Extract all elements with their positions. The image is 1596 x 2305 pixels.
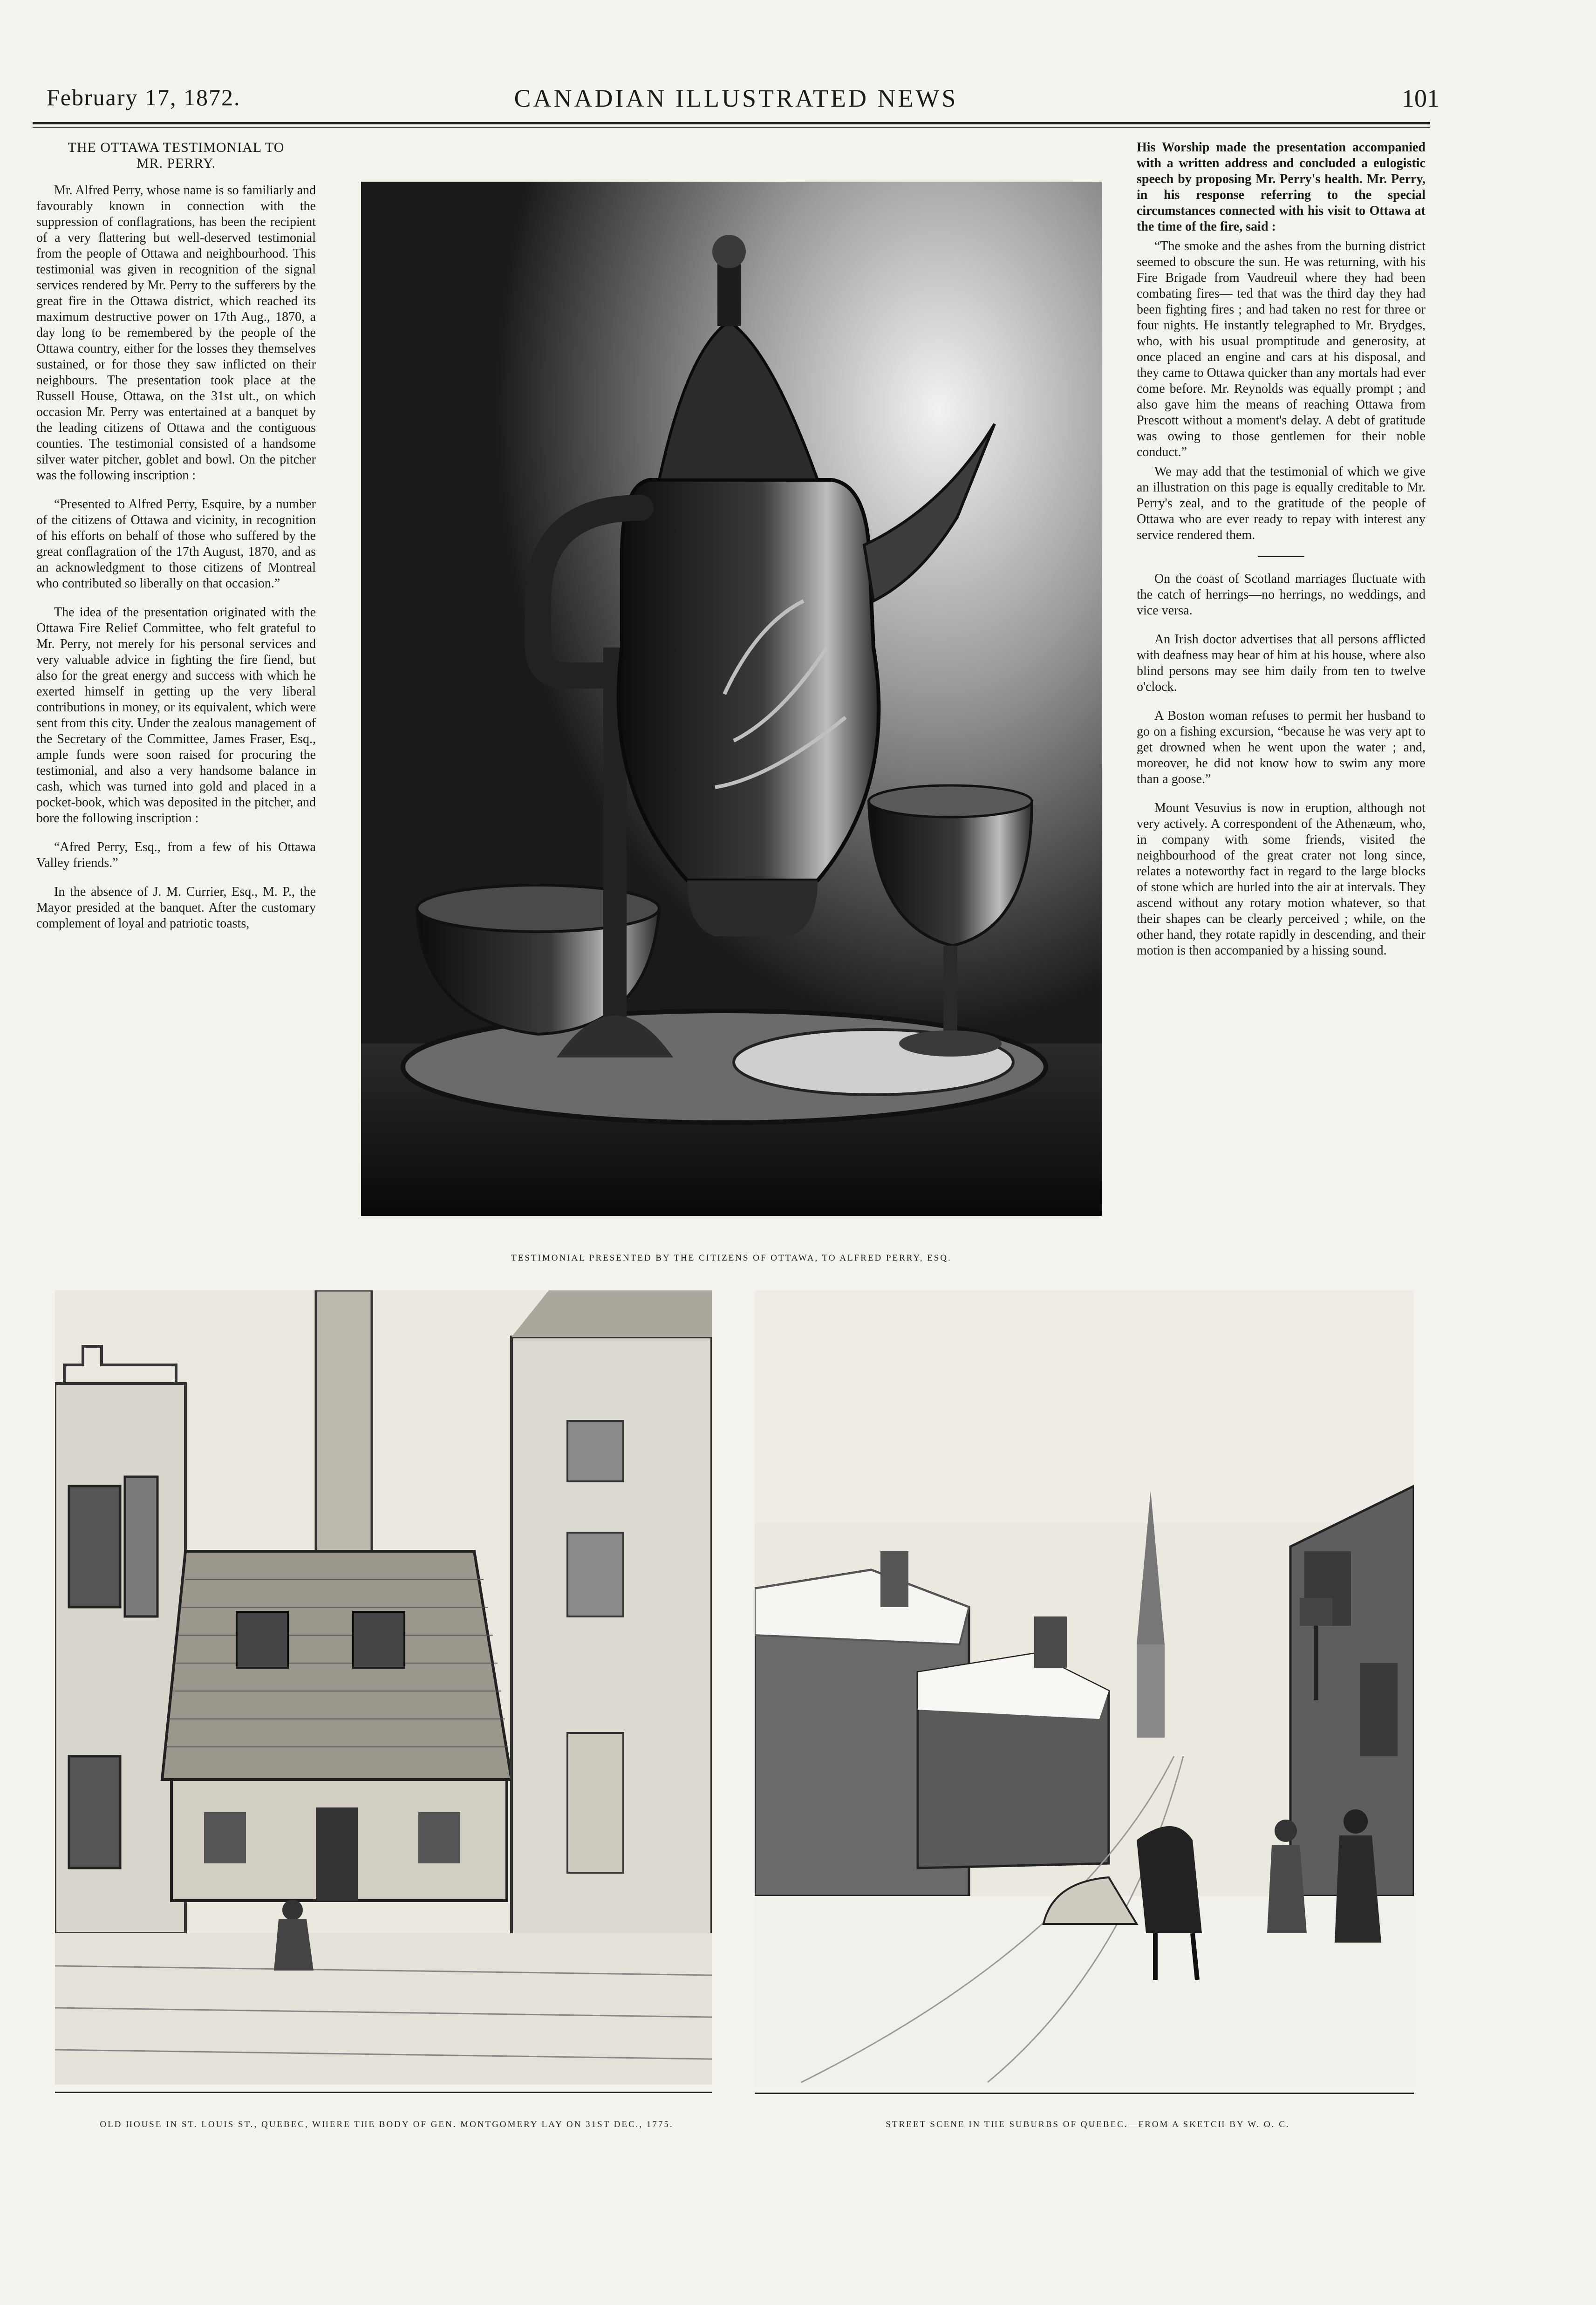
article-paragraph: Mr. Alfred Perry, whose name is so familiarly and favourably known in connection with the suppression of conflagrations, has been the recipient of a very flattering but well-deserved testimonial from the people of Ottawa and neighbourhood. This testimonial was given in recognition of the signal services rendered by Mr. Perry to the sufferers by the great fire in the Ottawa district, which reached its maximum destructive power on 17th Aug., 1870, a day long to be remembered by the people of the Ottawa country, either for the losses they themselves sustained, or for those they saw inflicted on their neighbours. The presentation took place at the Russell House, Ottawa, on the 31st ult., on which occasion Mr. Perry was entertained at a banquet by the leading citizens of Ottawa and the contiguous counties. The testimonial consisted of a handsome silver water pitcher, goblet and bowl. On the pitcher was the following inscription : xyxy=(36,183,316,483)
article-paragraph: His Worship made the presentation accompanied with a written address and concluded a eulogistic speech by proposing Mr. Perry's health. Mr. Perry, in his response referring to the special circumstances connected with his visit to Ottawa at the time of the fire, said : xyxy=(1137,140,1425,234)
article-paragraph: The idea of the presentation originated with the Ottawa Fire Relief Committee, who felt grateful to Mr. Perry, not merely for his personal services and very valuable advice in fighting the fire fiend, but also for the great energy and success with which he exerted himself in getting up the very liberal contributions in money, or its equivalent, which were sent from this city. Under the zealous management of the Secretary of the Committee, James Fraser, Esq., ample funds were soon raised for procuring the testimonial, and also a very handsome balance in cash, which was turned into gold and placed in a pocket-book, which was deposited in the pitcher, and bore the following inscription : xyxy=(36,605,316,825)
page-number: 101 xyxy=(1402,84,1439,112)
article-title-line2: MR. PERRY. xyxy=(136,156,216,171)
header-rule xyxy=(33,122,1430,124)
illustration-rule xyxy=(55,2092,712,2093)
street-scene-illustration xyxy=(755,1290,1414,2087)
issue-date: February 17, 1872. xyxy=(47,84,241,110)
article-speech-quote: “The smoke and the ashes from the burning district seemed to obscure the sun. He was returning, with his Fire Brigade from Vaudreuil where they had been combating fires— ted that was the third day they had been fighting fires ; and had taken no rest for three or four nights. He instantly telegraphed to Mr. Brydges, who, with his usual promptitude and generosity, at once placed an engine and cars at his disposal, and they came to Ottawa quicker than any mortals had ever come before. Mr. Reynolds was equally prompt ; and also gave him the means of reaching Ottawa from Prescott without a moment's delay. A debt of gratitude was owing to those gentlemen for their noble conduct.” xyxy=(1137,239,1425,459)
article-column-right xyxy=(1137,140,1425,972)
article-paragraph: We may add that the testimonial of which we give an illustration on this page is equally creditable to Mr. Perry's zeal, and to the gratitude of the people of Ottawa who are ever ready to repay with interest any service rendered them. xyxy=(1137,464,1425,542)
old-house-engraving-svg xyxy=(55,1290,712,2085)
street-scene-caption: STREET SCENE IN THE SUBURBS OF QUEBEC.—FROM A SKETCH BY W. O. C. xyxy=(886,2120,1290,2129)
article-inscription-quote: “Afred Perry, Esq., from a few of his Ottawa Valley friends.” xyxy=(36,840,316,870)
pitcher-engraving-svg xyxy=(361,182,1102,1216)
news-note: Mount Vesuvius is now in eruption, although not very actively. A correspondent of the Athenæum, who, in company with some friends, visited the neighbourhood of the great crater not long since, relates a noteworthy fact in regard to the large blocks of stone which are hurled into the air at intervals. They ascend without any rotary motion whatever, so that their shapes can be clearly perceived ; while, on the other hand, they rotate rapidly in descending, and their motion is then accompanied by a hissing sound. xyxy=(1137,801,1425,958)
illustration-rule xyxy=(755,2093,1414,2094)
article-title xyxy=(36,140,316,171)
article-column-left xyxy=(36,140,316,945)
section-divider xyxy=(1258,556,1304,557)
pitcher-caption: TESTIMONIAL PRESENTED BY THE CITIZENS OF OTTAWA, TO ALFRED PERRY, ESQ. xyxy=(511,1253,952,1263)
old-house-illustration xyxy=(55,1290,712,2085)
street-scene-engraving-svg xyxy=(755,1290,1414,2087)
pitcher-illustration xyxy=(361,182,1102,1216)
article-inscription-quote: “Presented to Alfred Perry, Esquire, by a number of the citizens of Ottawa and vicinity, in recognition of his efforts on behalf of those who suffered by the great conflagration of the 17th August, 1870, and as an acknowledgment to those citizens of Montreal who contributed so liberally on that occasion.” xyxy=(36,497,316,591)
old-house-caption: OLD HOUSE IN ST. LOUIS ST., QUEBEC, WHERE THE BODY OF GEN. MONTGOMERY LAY ON 31ST DEC., 1775. xyxy=(100,2120,674,2129)
masthead xyxy=(33,84,1439,126)
header-rule-thin xyxy=(33,127,1430,128)
news-note: A Boston woman refuses to permit her husband to go on a fishing excursion, “because he was very apt to get drowned when he went upon the water ; and, moreover, he did not know how to swim any more than a goose.” xyxy=(1137,709,1425,786)
article-title-line1: THE OTTAWA TESTIMONIAL TO xyxy=(68,140,285,155)
news-note: An Irish doctor advertises that all persons afflicted with deafness may hear of him at his house, where also blind persons may see him daily from ten to twelve o'clock. xyxy=(1137,632,1425,694)
article-paragraph: In the absence of J. M. Currier, Esq., M. P., the Mayor presided at the banquet. After the customary complement of loyal and patriotic toasts, xyxy=(36,885,316,931)
news-note: On the coast of Scotland marriages fluctuate with the catch of herrings—no herrings, no weddings, and vice versa. xyxy=(1137,572,1425,618)
publication-title: CANADIAN ILLUSTRATED NEWS xyxy=(514,84,958,112)
